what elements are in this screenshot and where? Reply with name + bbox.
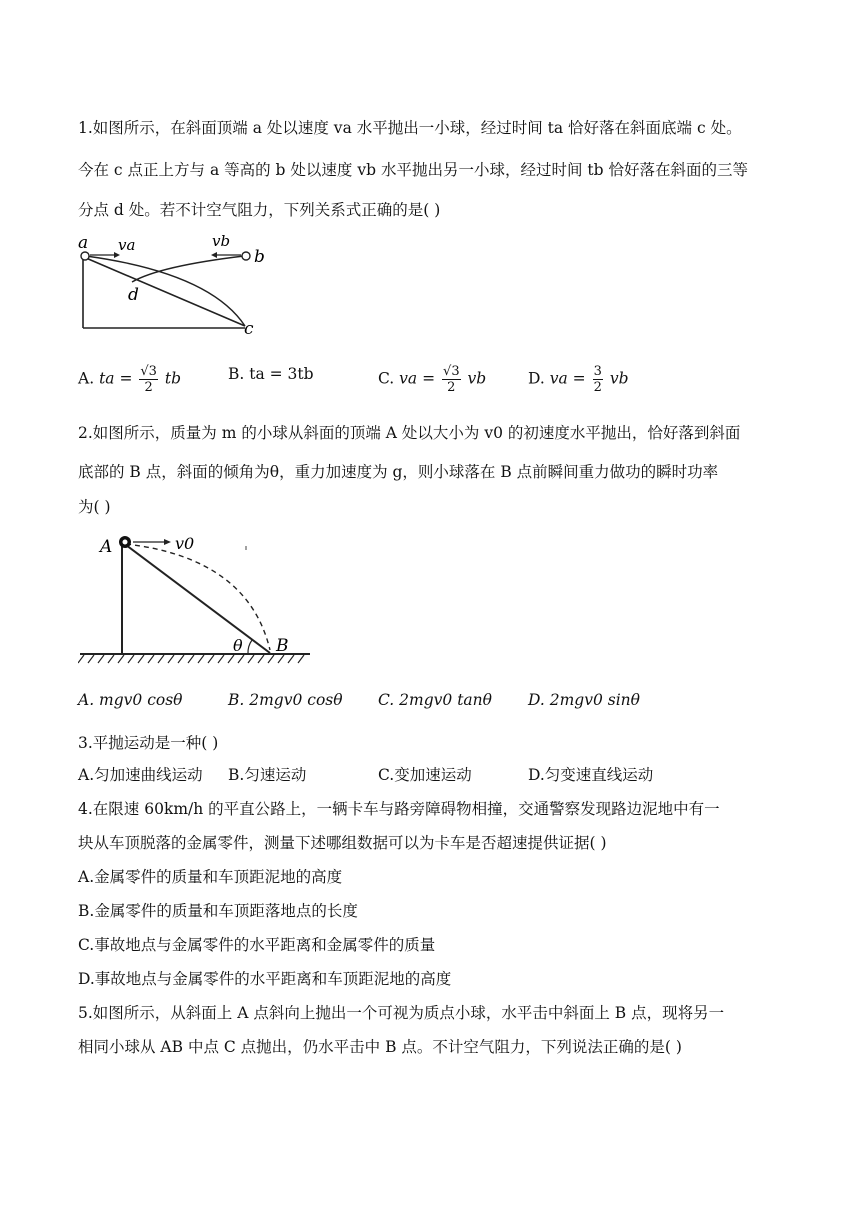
q2-line-2: 底部的 B 点，斜面的倾角为θ，重力加速度为 g，则小球落在 B 点前瞬间重力做功的瞬时功率 <box>78 463 719 481</box>
q1-option-a[interactable] <box>78 364 181 395</box>
q3-option-c[interactable]: C.变加速运动 <box>378 766 472 784</box>
q4-line-2: 块从车顶脱落的金属零件，测量下述哪组数据可以为卡车是否超速提供证据( ) <box>78 834 607 852</box>
q1-option-a-rhs: tb <box>164 369 182 388</box>
q1-option-c[interactable] <box>378 364 486 395</box>
q2-option-b[interactable]: B. 2mgv0 cosθ <box>228 691 343 709</box>
q5-line-1: 5.如图所示，从斜面上 A 点斜向上抛出一个可视为质点小球，水平击中斜面上 B 点，现将另一 <box>78 1004 725 1022</box>
q2-label-theta: θ <box>233 636 243 655</box>
q1-option-a-fraction <box>139 364 158 395</box>
q3-option-b[interactable]: B.匀速运动 <box>228 766 307 784</box>
q2-label-B: B <box>276 636 289 656</box>
q3-option-a[interactable]: A.匀加速曲线运动 <box>78 766 203 784</box>
q2-option-d[interactable]: D. 2mgv0 sinθ <box>528 691 640 709</box>
q1-option-d-num: 3 <box>593 364 602 379</box>
q2-trajectory <box>126 544 270 650</box>
q2-ground-hatching <box>78 655 304 663</box>
q2-incline-line <box>122 542 270 653</box>
q5-line-2: 相同小球从 AB 中点 C 点抛出，仍水平击中 B 点。不计空气阻力，下列说法正确的是( ) <box>78 1038 682 1056</box>
q2-option-a[interactable]: A. mgv0 cosθ <box>78 691 183 709</box>
q3-stem: 3.平抛运动是一种( ) <box>78 734 219 752</box>
q1-option-c-fraction <box>442 364 461 395</box>
q1-option-d-fraction <box>593 364 603 395</box>
q1-option-a-lhs: ta = <box>99 369 133 388</box>
q1-label-d: d <box>128 285 139 305</box>
q2-angle-arc <box>248 640 252 654</box>
q2-arrow-v0-head <box>164 539 171 545</box>
q1-line-1: 1.如图所示，在斜面顶端 a 处以速度 va 水平抛出一小球，经过时间 ta 恰好落在斜面底端 c 处。 <box>78 119 742 137</box>
q2-line-1: 2.如图所示，质量为 m 的小球从斜面的顶端 A 处以大小为 v0 的初速度水平抛出，恰好落到斜面 <box>78 424 741 442</box>
q4-option-a[interactable]: A.金属零件的质量和车顶距泥地的高度 <box>78 868 343 886</box>
q1-option-d-den: 2 <box>593 380 602 395</box>
q1-option-d[interactable] <box>528 364 629 395</box>
q1-option-a-num: √3 <box>140 364 157 379</box>
q2-figure <box>78 528 318 666</box>
q2-label-A: A <box>100 537 113 557</box>
q1-line-3: 分点 d 处。若不计空气阻力，下列关系式正确的是( ) <box>78 201 441 219</box>
q4-option-d[interactable]: D.事故地点与金属零件的水平距离和车顶距泥地的高度 <box>78 970 452 988</box>
q1-option-c-rhs: vb <box>467 369 487 388</box>
q1-ball-b <box>242 252 250 260</box>
q2-line-3: 为( ) <box>78 498 111 516</box>
q1-incline-line <box>86 258 245 326</box>
q1-option-d-rhs: vb <box>609 369 629 388</box>
q1-option-c-prefix: C. <box>378 369 395 388</box>
q4-line-1: 4.在限速 60km/h 的平直公路上，一辆卡车与路旁障碍物相撞，交通警察发现路边泥地中有一 <box>78 800 720 818</box>
q3-option-d[interactable]: D.匀变速直线运动 <box>528 766 654 784</box>
q2-option-c[interactable]: C. 2mgv0 tanθ <box>378 691 492 709</box>
q1-option-d-prefix: D. <box>528 369 545 388</box>
q1-option-a-den: 2 <box>144 380 153 395</box>
q1-label-b: b <box>254 247 265 267</box>
q1-line-2: 今在 c 点正上方与 a 等高的 b 处以速度 vb 水平抛出另一小球，经过时间 tb 恰好落在斜面的三等 <box>78 161 748 179</box>
q1-label-c: c <box>244 319 254 339</box>
q1-arrow-vb-head <box>211 252 217 258</box>
q1-label-va: va <box>118 236 136 254</box>
q4-option-b[interactable]: B.金属零件的质量和车顶距落地点的长度 <box>78 902 358 920</box>
q1-ball-a <box>81 252 89 260</box>
q2-ball-highlight <box>123 540 128 545</box>
q1-option-d-lhs: va = <box>549 369 586 388</box>
q1-option-c-lhs: va = <box>399 369 436 388</box>
q1-label-a: a <box>78 233 89 253</box>
q1-label-vb: vb <box>212 232 231 250</box>
q2-label-v0: v0 <box>175 534 195 553</box>
q1-option-b[interactable]: B. ta = 3tb <box>228 365 314 383</box>
q1-option-a-prefix: A. <box>78 369 95 388</box>
q1-option-c-num: √3 <box>443 364 460 379</box>
q4-option-c[interactable]: C.事故地点与金属零件的水平距离和金属零件的质量 <box>78 936 436 954</box>
q1-option-c-den: 2 <box>447 380 456 395</box>
q1-figure <box>70 228 280 340</box>
